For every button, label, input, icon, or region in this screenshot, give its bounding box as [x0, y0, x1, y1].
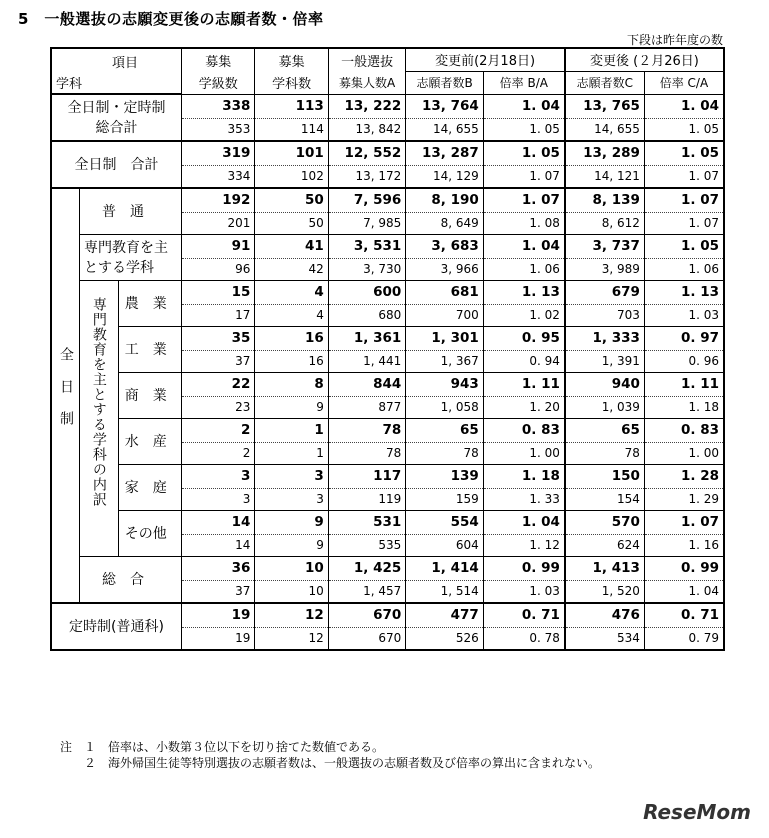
cell-current: 65	[565, 418, 645, 442]
header-before-sub2: 倍率 B/A	[483, 71, 565, 94]
cell-previous: 42	[255, 258, 328, 280]
cell-previous: 78	[406, 442, 483, 464]
cell-current: 1. 07	[644, 188, 724, 213]
cell-previous: 1, 391	[565, 350, 645, 372]
cell-current: 192	[182, 188, 255, 213]
cell-current: 600	[328, 280, 405, 304]
cell-previous: 1. 12	[483, 534, 565, 556]
row-label-text: とする学科	[84, 260, 155, 276]
cell-previous: 1. 06	[644, 258, 724, 280]
header-gakka: 学科	[51, 71, 182, 94]
cell-previous: 13, 172	[328, 165, 405, 188]
cell-previous: 23	[182, 396, 255, 418]
cell-current: 50	[255, 188, 328, 213]
cell-previous: 3, 730	[328, 258, 405, 280]
cell-previous: 14, 655	[406, 118, 483, 141]
cell-current: 1. 04	[483, 510, 565, 534]
cell-current: 1. 05	[644, 141, 724, 166]
cell-previous: 1. 05	[483, 118, 565, 141]
cell-current: 0. 99	[644, 556, 724, 580]
row-label-total_all	[51, 94, 182, 141]
header-item: 項目	[112, 56, 139, 71]
cell-previous: 2	[182, 442, 255, 464]
cell-previous: 1. 16	[644, 534, 724, 556]
cell-current: 0. 83	[644, 418, 724, 442]
cell-current: 943	[406, 372, 483, 396]
header-row-2	[51, 71, 724, 94]
cell-current: 1. 05	[644, 234, 724, 258]
cell-previous: 17	[182, 304, 255, 326]
cell-previous: 3	[182, 488, 255, 510]
row-label-text: 専門教育を主	[84, 240, 169, 256]
cell-current: 1. 11	[644, 372, 724, 396]
cell-current: 101	[255, 141, 328, 166]
cell-current: 150	[565, 464, 645, 488]
table-row	[51, 234, 724, 258]
header-before-sub1: 志願者数B	[406, 71, 483, 94]
row-label-text: 水 産	[124, 434, 167, 450]
cell-previous: 19	[182, 627, 255, 650]
cell-previous: 16	[255, 350, 328, 372]
cell-current: 554	[406, 510, 483, 534]
header-bosyu2: 募集	[255, 48, 328, 71]
table-row	[51, 464, 724, 488]
cell-previous: 1, 441	[328, 350, 405, 372]
row-label-text: その他	[124, 526, 167, 542]
row-label-text: 工 業	[124, 342, 167, 358]
cell-current: 13, 765	[565, 94, 645, 118]
row-label-text: 定時制(普通科)	[69, 619, 164, 635]
table-subnote: 下段は昨年度の数	[626, 33, 723, 47]
cell-previous: 14	[182, 534, 255, 556]
cell-current: 0. 83	[483, 418, 565, 442]
cell-current: 8, 190	[406, 188, 483, 213]
header-bosyu1-sub: 学級数	[182, 71, 255, 94]
footnotes	[60, 739, 600, 771]
cell-previous: 1. 07	[644, 165, 724, 188]
cell-previous: 0. 94	[483, 350, 565, 372]
cell-current: 36	[182, 556, 255, 580]
table-row	[51, 280, 724, 304]
table-row	[51, 188, 724, 213]
cell-previous: 114	[255, 118, 328, 141]
row-label-suisan	[118, 418, 181, 464]
row-label-text: 全日制・定時制	[67, 100, 166, 117]
cell-current: 1. 07	[483, 188, 565, 213]
cell-current: 476	[565, 603, 645, 628]
cell-previous: 159	[406, 488, 483, 510]
cell-current: 1. 13	[644, 280, 724, 304]
zen-group-label	[51, 188, 80, 603]
cell-previous: 1, 058	[406, 396, 483, 418]
header-row-1	[51, 48, 724, 71]
cell-current: 1. 18	[483, 464, 565, 488]
cell-current: 65	[406, 418, 483, 442]
row-label-senmon	[80, 234, 182, 280]
cell-previous: 1. 18	[644, 396, 724, 418]
cell-current: 2	[182, 418, 255, 442]
cell-previous: 8, 649	[406, 212, 483, 234]
row-label-text: 商 業	[124, 388, 167, 404]
cell-current: 940	[565, 372, 645, 396]
cell-previous: 604	[406, 534, 483, 556]
cell-previous: 1. 07	[644, 212, 724, 234]
cell-current: 16	[255, 326, 328, 350]
cell-current: 12	[255, 603, 328, 628]
cell-previous: 102	[255, 165, 328, 188]
cell-current: 1, 425	[328, 556, 405, 580]
cell-previous: 10	[255, 580, 328, 603]
cell-current: 844	[328, 372, 405, 396]
cell-previous: 1, 457	[328, 580, 405, 603]
cell-previous: 9	[255, 396, 328, 418]
cell-current: 1. 05	[483, 141, 565, 166]
cell-current: 41	[255, 234, 328, 258]
cell-current: 1, 361	[328, 326, 405, 350]
row-label-text: 全日制 合計	[74, 157, 159, 173]
senmon-vertical-text: 専門教育を主とする学科の内訳	[90, 296, 107, 507]
cell-previous: 0. 79	[644, 627, 724, 650]
cell-current: 0. 99	[483, 556, 565, 580]
cell-previous: 78	[328, 442, 405, 464]
cell-current: 1. 13	[483, 280, 565, 304]
cell-previous: 3, 966	[406, 258, 483, 280]
cell-previous: 201	[182, 212, 255, 234]
cell-current: 338	[182, 94, 255, 118]
cell-current: 22	[182, 372, 255, 396]
row-label-futsu	[80, 188, 182, 235]
row-label-shogyo	[118, 372, 181, 418]
cell-current: 9	[255, 510, 328, 534]
cell-current: 1, 333	[565, 326, 645, 350]
cell-previous: 154	[565, 488, 645, 510]
cell-current: 7, 596	[328, 188, 405, 213]
cell-current: 13, 764	[406, 94, 483, 118]
table-row	[51, 418, 724, 442]
row-label-katei	[118, 464, 181, 510]
cell-current: 670	[328, 603, 405, 628]
cell-previous: 1. 05	[644, 118, 724, 141]
cell-current: 0. 71	[483, 603, 565, 628]
cell-current: 12, 552	[328, 141, 405, 166]
footnote-2: ２ 海外帰国生徒等特別選抜の志願者数は、一般選抜の志願者数及び倍率の算出に含まれない。	[60, 756, 601, 770]
header-ippan-sub: 募集人数A	[328, 71, 405, 94]
senmon-breakdown-label	[80, 280, 119, 556]
row-label-text: 農 業	[124, 296, 167, 312]
resemom-logo: ReseMom	[643, 800, 751, 824]
cell-current: 13, 287	[406, 141, 483, 166]
cell-previous: 1. 03	[644, 304, 724, 326]
cell-previous: 700	[406, 304, 483, 326]
cell-previous: 1. 33	[483, 488, 565, 510]
cell-previous: 526	[406, 627, 483, 650]
table-row	[51, 326, 724, 350]
header-after-sub1: 志願者数C	[565, 71, 645, 94]
cell-previous: 8, 612	[565, 212, 645, 234]
cell-current: 78	[328, 418, 405, 442]
cell-current: 139	[406, 464, 483, 488]
cell-current: 13, 289	[565, 141, 645, 166]
cell-current: 1. 28	[644, 464, 724, 488]
cell-current: 117	[328, 464, 405, 488]
cell-current: 3, 737	[565, 234, 645, 258]
cell-current: 19	[182, 603, 255, 628]
cell-current: 10	[255, 556, 328, 580]
cell-previous: 37	[182, 350, 255, 372]
cell-current: 1, 301	[406, 326, 483, 350]
cell-previous: 0. 96	[644, 350, 724, 372]
cell-previous: 1. 29	[644, 488, 724, 510]
cell-previous: 624	[565, 534, 645, 556]
header-after-sub2: 倍率 C/A	[644, 71, 724, 94]
cell-current: 8, 139	[565, 188, 645, 213]
footnote-1: 注 １ 倍率は、小数第３位以下を切り捨てた数値である。	[60, 740, 385, 754]
cell-previous: 1. 06	[483, 258, 565, 280]
cell-previous: 1. 00	[483, 442, 565, 464]
cell-previous: 12	[255, 627, 328, 650]
cell-current: 3, 683	[406, 234, 483, 258]
cell-previous: 1, 514	[406, 580, 483, 603]
cell-current: 679	[565, 280, 645, 304]
cell-previous: 7, 985	[328, 212, 405, 234]
cell-previous: 680	[328, 304, 405, 326]
row-label-sogo	[80, 556, 182, 603]
cell-previous: 1. 08	[483, 212, 565, 234]
cell-current: 14	[182, 510, 255, 534]
cell-previous: 96	[182, 258, 255, 280]
row-label-teiji	[51, 603, 182, 650]
cell-previous: 1	[255, 442, 328, 464]
cell-current: 91	[182, 234, 255, 258]
cell-previous: 1. 04	[644, 580, 724, 603]
cell-previous: 9	[255, 534, 328, 556]
table-row	[51, 141, 724, 166]
cell-previous: 3, 989	[565, 258, 645, 280]
cell-previous: 78	[565, 442, 645, 464]
cell-current: 531	[328, 510, 405, 534]
row-label-nogyo	[118, 280, 181, 326]
header-after: 変更後 (２月26日)	[565, 48, 724, 71]
header-bosyu1: 募集	[182, 48, 255, 71]
cell-current: 8	[255, 372, 328, 396]
row-label-text: 家 庭	[124, 480, 167, 496]
cell-current: 0. 71	[644, 603, 724, 628]
cell-current: 1. 11	[483, 372, 565, 396]
cell-previous: 14, 129	[406, 165, 483, 188]
row-label-text: 普 通	[102, 204, 145, 220]
cell-previous: 1. 02	[483, 304, 565, 326]
cell-previous: 14, 655	[565, 118, 645, 141]
cell-previous: 1. 07	[483, 165, 565, 188]
cell-current: 1. 04	[644, 94, 724, 118]
cell-previous: 4	[255, 304, 328, 326]
header-bosyu2-sub: 学科数	[255, 71, 328, 94]
cell-current: 1. 07	[644, 510, 724, 534]
row-label-kogyo	[118, 326, 181, 372]
cell-previous: 353	[182, 118, 255, 141]
cell-current: 35	[182, 326, 255, 350]
cell-current: 15	[182, 280, 255, 304]
cell-current: 570	[565, 510, 645, 534]
cell-current: 1. 04	[483, 234, 565, 258]
cell-current: 1, 414	[406, 556, 483, 580]
cell-current: 13, 222	[328, 94, 405, 118]
cell-current: 477	[406, 603, 483, 628]
cell-current: 3	[182, 464, 255, 488]
cell-previous: 334	[182, 165, 255, 188]
row-label-sonota	[118, 510, 181, 556]
row-label-text: 総合計	[95, 120, 138, 137]
cell-previous: 13, 842	[328, 118, 405, 141]
cell-previous: 1. 20	[483, 396, 565, 418]
row-label-zen_total	[51, 141, 182, 188]
cell-current: 1	[255, 418, 328, 442]
cell-current: 681	[406, 280, 483, 304]
cell-current: 3	[255, 464, 328, 488]
table-row	[51, 372, 724, 396]
cell-current: 1. 04	[483, 94, 565, 118]
table-row	[51, 510, 724, 534]
cell-previous: 50	[255, 212, 328, 234]
cell-current: 0. 95	[483, 326, 565, 350]
cell-previous: 670	[328, 627, 405, 650]
cell-current: 113	[255, 94, 328, 118]
cell-previous: 1, 039	[565, 396, 645, 418]
cell-previous: 119	[328, 488, 405, 510]
cell-current: 4	[255, 280, 328, 304]
cell-previous: 1, 367	[406, 350, 483, 372]
applicants-table	[50, 47, 725, 651]
cell-previous: 535	[328, 534, 405, 556]
cell-previous: 37	[182, 580, 255, 603]
table-row	[51, 94, 724, 118]
cell-previous: 14, 121	[565, 165, 645, 188]
cell-previous: 703	[565, 304, 645, 326]
cell-previous: 877	[328, 396, 405, 418]
cell-current: 1, 413	[565, 556, 645, 580]
cell-current: 3, 531	[328, 234, 405, 258]
cell-current: 319	[182, 141, 255, 166]
cell-previous: 1. 03	[483, 580, 565, 603]
cell-previous: 1, 520	[565, 580, 645, 603]
row-label-text: 総 合	[102, 572, 145, 588]
cell-current: 0. 97	[644, 326, 724, 350]
cell-previous: 3	[255, 488, 328, 510]
zen-vertical-text: 全日制	[58, 347, 74, 443]
cell-previous: 534	[565, 627, 645, 650]
page-title: 5 一般選抜の志願変更後の志願者数・倍率	[18, 10, 324, 28]
header-ippan: 一般選抜	[328, 48, 405, 71]
cell-previous: 0. 78	[483, 627, 565, 650]
table-row	[51, 603, 724, 628]
cell-previous: 1. 00	[644, 442, 724, 464]
table-row	[51, 556, 724, 580]
header-before: 変更前(2月18日)	[406, 48, 565, 71]
